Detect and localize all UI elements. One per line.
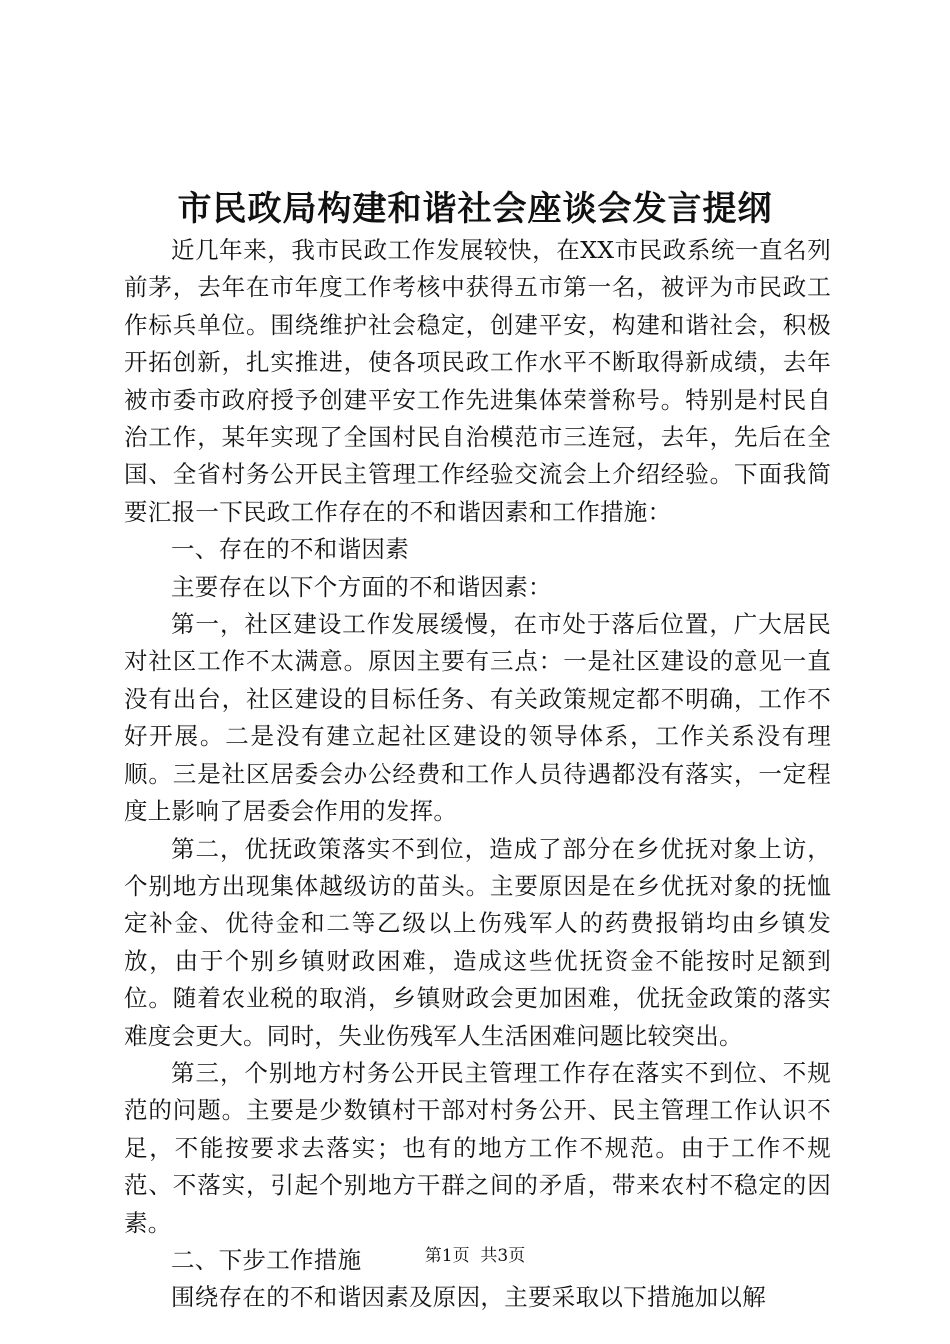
point-3-paragraph: 第三，个别地方村务公开民主管理工作存在落实不到位、不规范的问题。主要是少数镇村干部对村务公开、民主管理工作认识不足，不能按要求去落实；也有的地方工作不规范。由于工作不规范、不落实，引起个别地方干群之间的矛盾，带来农村不稳定的因素。 — [124, 1058, 831, 1237]
section-lead-paragraph: 主要存在以下个方面的不和谐因素： — [171, 572, 552, 601]
measures-lead-paragraph: 围绕存在的不和谐因素及原因，主要采取以下措施加以解 — [171, 1283, 766, 1312]
intro-paragraph: 近几年来，我市民政工作发展较快，在XX市民政系统一直名列前茅，去年在市年度工作考核中获得五市第一名，被评为市民政工作标兵单位。围绕维护社会稳定，创建平安，构建和谐社会，积极开拓创新，扎实推进，使各项民政工作水平不断取得新成绩，去年被市委市政府授予创建平安工作先进集体荣誉称号。特别是村民自治工作，某年实现了全国村民自治模范市三连冠，去年，先后在全国、全省村务公开民主管理工作经验交流会上介绍经验。下面我简要汇报一下民政工作存在的不和谐因素和工作措施： — [124, 236, 831, 526]
page-footer — [0, 1245, 950, 1267]
section-heading-1: 一、存在的不和谐因素 — [171, 535, 409, 564]
page-number: 第1页 — [424, 1246, 470, 1266]
page-total: 共3页 — [480, 1246, 526, 1266]
section-heading-2: 二、下步工作措施 — [171, 1245, 362, 1274]
point-1-paragraph: 第一，社区建设工作发展缓慢，在市处于落后位置，广大居民对社区工作不太满意。原因主要有三点：一是社区建设的意见一直没有出台，社区建设的目标任务、有关政策规定都不明确，工作不好开展。二是没有建立起社区建设的领导体系，工作关系没有理顺。三是社区居委会办公经费和工作人员待遇都没有落实，一定程度上影响了居委会作用的发挥。 — [124, 610, 831, 826]
document-title: 市民政局构建和谐社会座谈会发言提纲 — [177, 189, 773, 229]
point-2-paragraph: 第二，优抚政策落实不到位，造成了部分在乡优抚对象上访，个别地方出现集体越级访的苗头。主要原因是在乡优抚对象的抚恤定补金、优待金和二等乙级以上伤残军人的药费报销均由乡镇发放，由于个别乡镇财政困难，造成这些优抚资金不能按时足额到位。随着农业税的取消，乡镇财政会更加困难，优抚金政策的落实难度会更大。同时，失业伤残军人生活困难问题比较突出。 — [124, 834, 831, 1050]
document-body — [124, 232, 831, 1317]
